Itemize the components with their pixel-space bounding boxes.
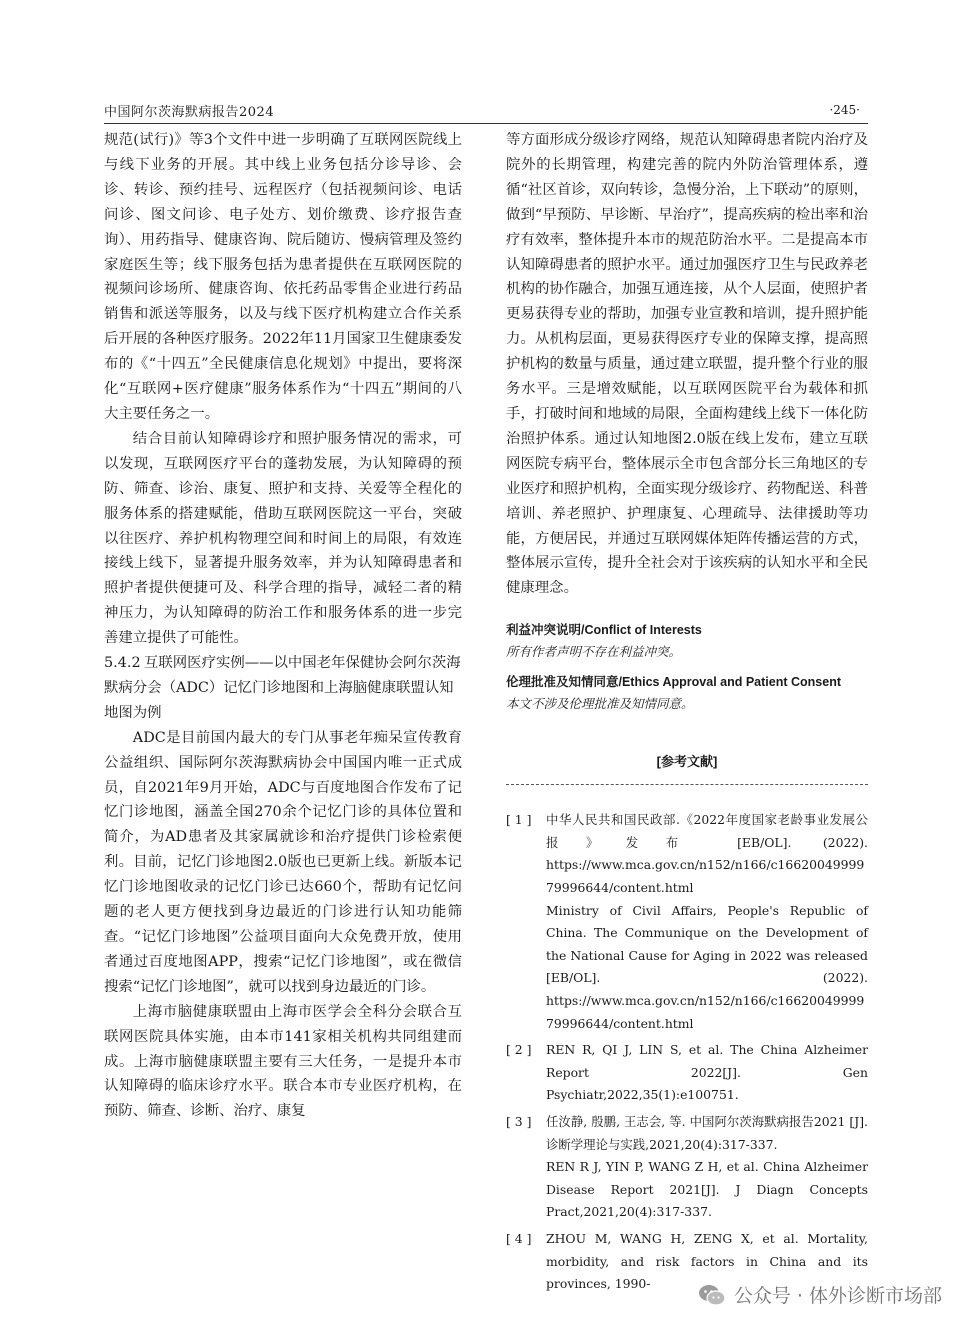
reference-line: 中华人民共和国民政部.《2022年度国家老龄事业发展公报》发布 [EB/OL]. (2022). https://www.mca.gov.cn/n152/n166/c1662004999979996644/content.html <box>546 812 868 895</box>
ethics-title: 伦理批准及知情同意/Ethics Approval and Patient Consent <box>506 675 841 690</box>
page-number: ·245· <box>829 103 860 117</box>
section-title: 互联网医疗实例——以中国老年保健协会阿尔茨海默病分会（ADC）记忆门诊地图和上海脑健康联盟认知地图为例 <box>104 655 461 721</box>
reference-item <box>506 809 868 1035</box>
references-list <box>506 809 868 1295</box>
reference-line: 任汝静, 殷鹏, 王志会, 等. 中国阿尔茨海默病报告2021 [J]. 诊断学理论与实践,2021,20(4):317-337. <box>546 1113 868 1152</box>
ethics-text: 本文不涉及伦理批准及知情同意。 <box>506 696 694 712</box>
section-heading <box>104 651 462 726</box>
paragraph-left-3: ADC是目前国内最大的专门从事老年痴呆宣传教育公益组织、国际阿尔茨海默病协会中国国内唯一正式成员，自2021年9月开始，ADC与百度地图合作发布了记忆门诊地图，涵盖全国270余个记忆门诊的具体位置和简介，为AD患者及其家属就诊和治疗提供门诊检索便利。目前，记忆门诊地图2.0版也已更新上线。新版本记忆门诊地图收录的记忆门诊已达660个，帮助有记忆问题的老人更方便找到身边最近的门诊进行认知功能筛查。“记忆门诊地图”公益项目面向大众免费开放，使用者通过百度地图APP，搜索“记忆门诊地图”，或在微信搜索“记忆门诊地图”，就可以找到身边最近的门诊。 <box>104 729 462 995</box>
reference-item <box>506 1039 868 1107</box>
watermark-text: 公众号 · 体外诊断市场部 <box>733 1285 942 1307</box>
reference-text <box>546 1039 868 1107</box>
section-number: 5.4.2 <box>104 655 141 672</box>
reference-item <box>506 1111 868 1224</box>
conflict-text: 所有作者声明不存在利益冲突。 <box>506 644 682 660</box>
reference-number: [ 3 ] <box>506 1113 532 1129</box>
right-column <box>506 128 868 1300</box>
paragraph-right-1: 等方面形成分级诊疗网络，规范认知障碍患者院内治疗及院外的长期管理，构建完善的院内外防治管理体系，遵循“社区首诊，双向转诊，急慢分治，上下联动”的原则，做到“早预防、早诊断、早治疗”，提高疾病的检出率和治疗有效率，整体提升本市的规范防治水平。二是提高本市认知障碍患者的照护水平。通过加强医疗卫生与民政养老机构的协作融合，加强互通连接，从个人层面，使照护者更易获得专业的帮助，加强专业宣教和培训，提升照护能力。从机构层面，更易获得医疗专业的保障支撑，提高照护机构的数量与质量，通过建立联盟，提升整个行业的服务水平。三是增效赋能，以互联网医院平台为载体和抓手，打破时间和地域的局限，全面构建线上线下一体化防治照护体系。通过认知地图2.0版在线上发布，建立互联网医院专病平台，整体展示全市包含部分长三角地区的专业医疗和照护机构，全面实现分级诊疗、药物配送、科普培训、养老照护、护理康复、心理疏导、法律援助等功能，方便居民，并通过互联网媒体矩阵传播运营的方式，整体展示宣传，提升全社会对于该疾病的认知水平和全民健康理念。 <box>506 132 868 597</box>
reference-line: REN R, QI J, LIN S, et al. The China Alzheimer Report 2022[J]. Gen Psychiatr,2022,35(1):e100751. <box>546 1042 868 1103</box>
reference-number: [ 2 ] <box>506 1042 532 1058</box>
paragraph-left-2: 结合目前认知障碍诊疗和照护服务情况的需求，可以发现，互联网医疗平台的蓬勃发展，为认知障碍的预防、筛查、诊治、康复、照护和支持、关爱等全程化的服务体系的搭建赋能，借助互联网医院这一平台，突破以往医疗、养护机构物理空间和时间上的局限，有效连接线上线下，显著提升服务效率，并为认知障碍患者和照护者提供便捷可及、科学合理的指导，减轻二者的精神压力，为认知障碍的防治工作和服务体系的进一步完善建立提供了可能性。 <box>104 430 462 647</box>
reference-line: ZHOU M, WANG H, ZENG X, et al. Mortality, morbidity, and risk factors in China and its provinces, 1990- <box>546 1230 868 1292</box>
reference-line: REN R J, YIN P, WANG Z H, et al. China Alzheimer Disease Report 2021[J]. J Diagn Concepts Pract,2021,20(4):317-337. <box>546 1159 868 1220</box>
reference-number: [ 1 ] <box>506 812 532 828</box>
reference-line: Ministry of Civil Affairs, People's Republic of China. The Communique on the Development of the National Cause for Aging in 2022 was released [EB/OL]. (2022). https://www.mca.gov.cn/n152/n166/c1662004999979996644/content.html <box>546 902 868 1031</box>
conflict-title: 利益冲突说明/Conflict of Interests <box>506 623 702 638</box>
reference-number: [ 4 ] <box>506 1230 532 1246</box>
references-rule <box>506 784 868 785</box>
references-title: [参考文献] <box>656 754 718 770</box>
wechat-icon <box>698 1283 726 1307</box>
paragraph-left-1: 规范(试行)》等3个文件中进一步明确了互联网医院线上与线下业务的开展。其中线上业务包括分诊导诊、会诊、转诊、预约挂号、远程医疗（包括视频问诊、电话问诊、图文问诊、电子处方、划价缴费、诊疗报告查询）、用药指导、健康咨询、院后随访、慢病管理及签约家庭医生等；线下服务包括为患者提供在互联网医院的视频问诊场所、健康咨询、依托药品零售企业进行药品销售和派送等服务，以及与线下医疗机构建立合作关系后开展的各种医疗服务。2022年11月国家卫生健康委发布的《“十四五”全民健康信息化规划》中提出，要将深化“互联网+医疗健康”服务体系作为“十四五”期间的八大主要任务之一。 <box>104 132 462 422</box>
watermark <box>698 1281 942 1308</box>
reference-text <box>546 1111 868 1224</box>
paragraph-left-4: 上海市脑健康联盟由上海市医学会全科分会联合互联网医院具体实施，由本市141家相关机构共同组建而成。上海市脑健康联盟主要有三大任务，一是提升本市认知障碍的临床诊疗水平。联合本市专业医疗机构，在预防、筛查、诊断、治疗、康复 <box>104 1003 462 1120</box>
header-rule <box>104 123 868 124</box>
running-header-journal: 中国阿尔茨海默病报告2024 <box>104 105 275 120</box>
reference-text <box>546 809 868 1035</box>
left-column <box>104 128 462 1124</box>
